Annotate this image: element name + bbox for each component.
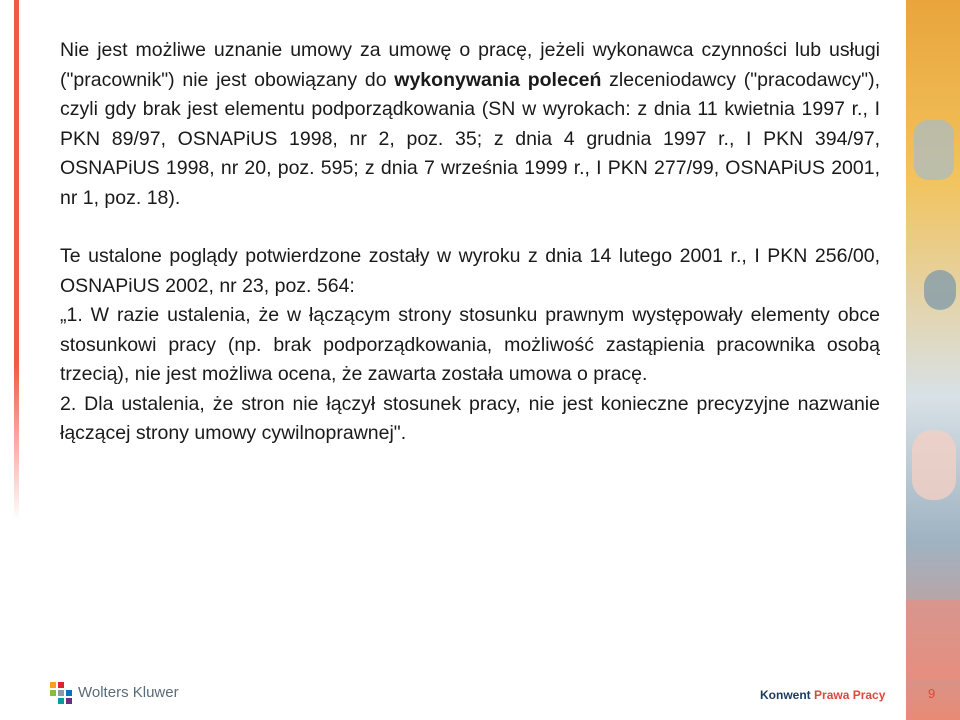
puzzle-piece-decor [906, 600, 960, 680]
paragraph-1-bold: wykonywania poleceń [394, 68, 602, 91]
puzzle-piece-decor [914, 120, 954, 180]
conference-name-part2: Prawa Pracy [814, 688, 886, 702]
decorative-photo-strip [906, 0, 960, 720]
page-number: 9 [928, 686, 936, 701]
paragraph-2: Te ustalone poglądy potwierdzone zostały w wyroku z dnia 14 lutego 2001 r., I PKN 256/00, OSNAPiUS 2002, nr 23, poz. 564: [60, 245, 880, 297]
puzzle-piece-decor [924, 270, 956, 310]
paragraph-1-text: Nie jest możliwe uznanie umowy za umowę o pracę, jeżeli wykonawca czynności lub usługi ("pracownik") nie jest obowiązany do [60, 39, 880, 91]
left-accent-bar [14, 0, 19, 520]
conference-name-part1: Konwent [760, 688, 811, 702]
quote-point-1: „1. W razie ustalenia, że w łączącym strony stosunku prawnym występowały elementy obce stosunkowi pracy (np. brak podporządkowania, możliwość zastąpienia pracownika osobą trzecią), nie jest możliwa ocena, że zawarta została umowa o pracę. [60, 304, 880, 385]
conference-name [760, 688, 885, 702]
footer [0, 676, 906, 720]
brand-name: Wolters Kluwer [78, 684, 179, 701]
quote-point-2: 2. Dla ustalenia, że stron nie łączył stosunek pracy, nie jest konieczne precyzyjne nazwanie łączącej strony umowy cywilnoprawnej". [60, 392, 880, 444]
paragraph-1 [60, 36, 880, 213]
wolters-kluwer-logo-icon [50, 682, 72, 704]
slide-body [60, 36, 880, 449]
paragraph-1-text-end: zleceniodawcy ("pracodawcy"), czyli gdy brak jest elementu podporządkowania (SN w wyrokach: z dnia 11 kwietnia 1997 r., I PKN 89/97, OSNAPiUS 1998, nr 2, poz. 35; z dnia 4 grudnia 1997 r., I PKN 394/97, OSNAPiUS 1998, nr 20, poz. 595; z dnia 7 września 1999 r., I PKN 277/99, OSNAPiUS 2001, nr 1, poz. 18). [60, 68, 881, 209]
puzzle-piece-decor [912, 430, 956, 500]
